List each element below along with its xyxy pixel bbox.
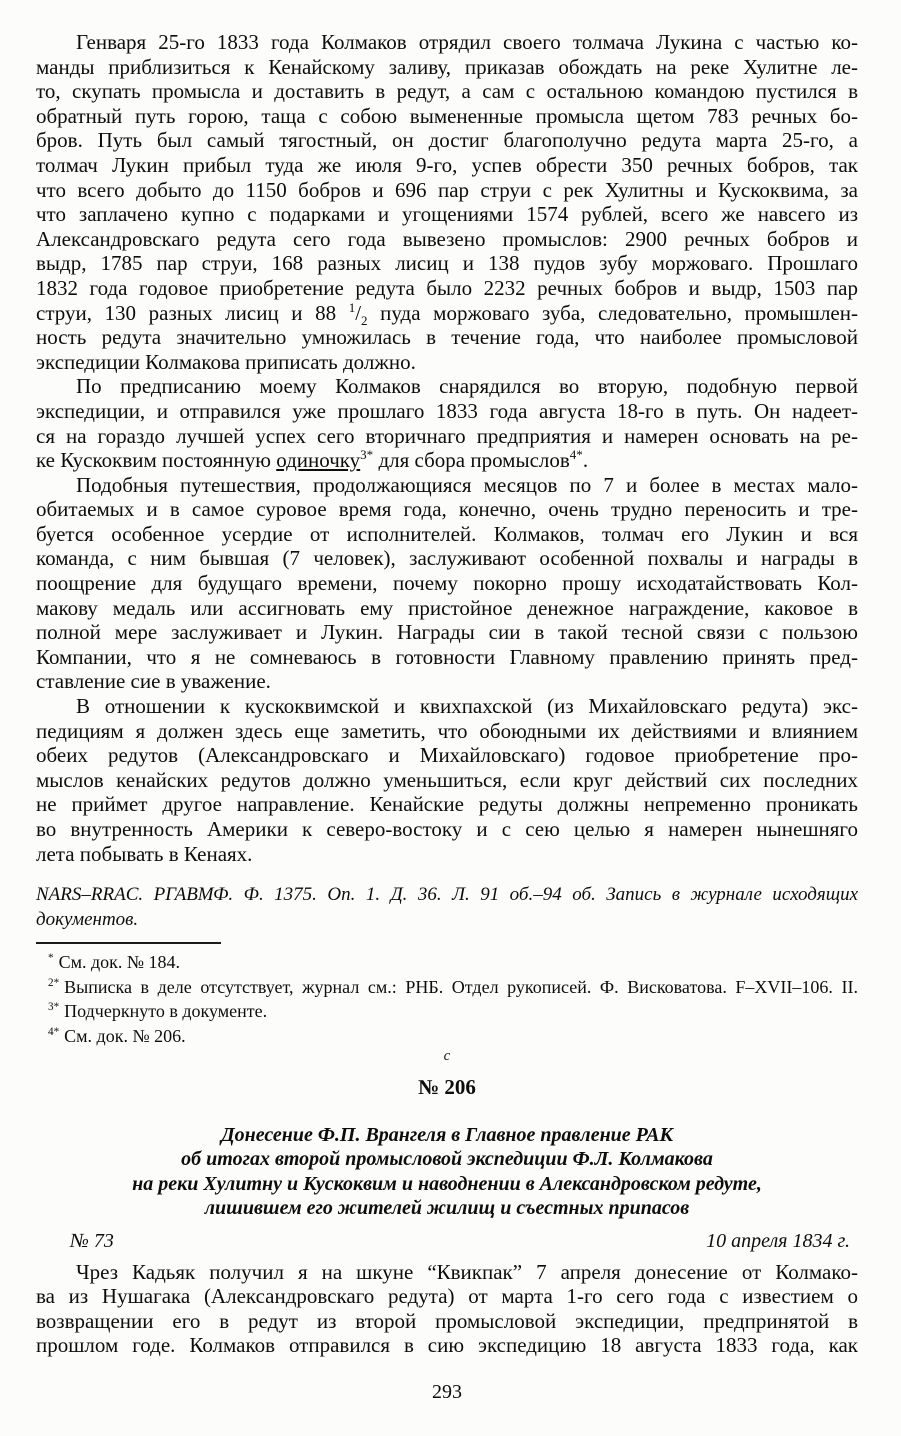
text-line: мыслов кенайских редутов должно уменьшиться, если круг действий сих последних bbox=[36, 767, 858, 792]
text-line: ность редута значительно умножилась в течение года, что наиболее промысловой bbox=[36, 325, 858, 350]
document-date: 10 апреля 1834 г. bbox=[706, 1229, 850, 1252]
text-line: По предписанию моему Колмаков снарядился во вторую, подобную первой bbox=[76, 374, 858, 399]
footnote-1 bbox=[36, 950, 858, 975]
text-line: манды приблизиться к Кенайскому заливу, приказав обождать на реке Хулитне ле- bbox=[36, 54, 858, 79]
document-body bbox=[36, 30, 858, 1404]
paragraph-awards-request bbox=[36, 473, 858, 694]
paragraph-report-received bbox=[36, 1260, 858, 1358]
paragraph-kenai-redoubts bbox=[36, 694, 858, 866]
text-line: возвращении его в редут из второй промысловой экспедиции, предпринятой в bbox=[36, 1308, 858, 1333]
text-line: ва из Нушагака (Александровскаго редута) от марта 1-го сего года с известием о bbox=[36, 1284, 858, 1309]
text-line: Подобныя путешествия, продолжающияся месяцов по 7 и более в местах мало- bbox=[76, 472, 858, 497]
text-line: лета побывать в Кенаях. bbox=[36, 841, 253, 866]
document-meta-row bbox=[36, 1229, 858, 1254]
text-segment: 3* bbox=[48, 1001, 60, 1014]
text-line: NARS–RRAC. РГАВМФ. Ф. 1375. Оп. 1. Д. 36. Л. 91 об.–94 об. Запись в журнале исходящих bbox=[36, 884, 858, 906]
text-segment: 1 bbox=[348, 299, 356, 315]
paragraph-second-expedition bbox=[36, 374, 858, 472]
text-line: выдр, 1785 пар струи, 168 разных лисиц и 138 пудов зубу моржоваго. Прошлаго bbox=[36, 251, 858, 276]
text-segment: См. док. № 184. bbox=[58, 952, 181, 973]
text-segment: 2* bbox=[48, 976, 60, 989]
document-outgoing-number: № 73 bbox=[70, 1229, 114, 1252]
text-segment: . bbox=[582, 448, 589, 473]
text-line: документов. bbox=[36, 909, 139, 931]
text-segment: для сбора промыслов bbox=[373, 448, 570, 473]
text-segment: 2 bbox=[361, 312, 368, 328]
text-line: толмач Лукин прибыл туда же июля 9-го, успев обрести 350 речных бобров, так bbox=[36, 152, 858, 177]
text-line: Александровскаго редута сего года вывезено промыслов: 2900 речных бобров и bbox=[36, 226, 858, 251]
text-line bbox=[36, 301, 858, 326]
text-line: Генваря 25-го 1833 года Колмаков отрядил своего толмача Лукина с частью ко- bbox=[76, 30, 858, 54]
text-segment: * bbox=[48, 952, 54, 965]
text-line: ся на гораздо лучшей успех сего вторичнаго предприятия и намерен основать на ре- bbox=[36, 423, 858, 448]
text-segment: пуда моржоваго зуба, следовательно, промышлен- bbox=[367, 300, 858, 325]
text-line: макову медаль или ассигновать ему пристойное денежное награждение, каковое в bbox=[36, 595, 858, 620]
text-line: экспедиции Колмакова приписать должно. bbox=[36, 349, 416, 374]
text-segment: Выписка в деле отсутствует, журнал см.: РНБ. Отдел рукописей. Ф. Висковатова. F–XVII–106. II. bbox=[64, 976, 858, 997]
text-line: обитаемых и в самое суровое время года, конечно, очень трудно переносить и тре- bbox=[36, 497, 858, 522]
paragraph-expedition-results bbox=[36, 30, 858, 374]
text-segment: Подчеркнуто в документе. bbox=[64, 1001, 268, 1022]
archival-source-note bbox=[36, 882, 858, 932]
text-line: на реки Хулитну и Кускоквим и наводнении в Александровском редуте, bbox=[132, 1172, 762, 1195]
text-line: ставление сие в уважение. bbox=[36, 669, 271, 694]
text-line bbox=[48, 999, 858, 1024]
text-segment: / bbox=[355, 300, 362, 325]
text-line: Компании, что я не сомневаюсь в готовности Главному правлению принять пред- bbox=[36, 644, 858, 669]
text-line: полной мере заслуживает и Лукин. Награды сии в такой тесной связи с пользою bbox=[36, 620, 858, 645]
footnote-3 bbox=[36, 999, 858, 1024]
text-line: 1832 года годовое приобретение редута было 2232 речных бобров и выдр, 1503 пар bbox=[36, 275, 858, 300]
text-line: команда, с ним бывшая (7 человек), заслуживают особенной похвалы и награды в bbox=[36, 546, 858, 571]
text-segment: 4* bbox=[48, 1025, 60, 1038]
text-line: Донесение Ф.П. Врангеля в Главное правление РАК bbox=[220, 1123, 674, 1146]
text-segment: струи, 130 разных лисиц и 88 bbox=[36, 300, 349, 325]
text-line bbox=[48, 1024, 858, 1049]
text-line: экспедиции, и отправился уже прошлаго 1833 года августа 18-го в путь. Он надеет- bbox=[36, 398, 858, 423]
text-line: поощрение для будущаго времени, почему покорно прошу исходатайствовать Кол- bbox=[36, 571, 858, 596]
text-line: что всего добыто до 1150 бобров и 696 пар струи с рек Хулитны и Кускоквима, за bbox=[36, 177, 858, 202]
text-line: то, скупать промысла и доставить в редут, а сам с остальною командою пустился в bbox=[36, 79, 858, 104]
document-title bbox=[36, 1123, 858, 1221]
page-number: 293 bbox=[432, 1380, 462, 1403]
text-line: буется особенное усердие от исполнителей. Колмаков, толмач его Лукин и вся bbox=[36, 521, 858, 546]
text-line bbox=[36, 448, 858, 473]
scan-artifact-mark: c bbox=[443, 1047, 451, 1064]
text-segment: ке Кускоквим постоянную bbox=[36, 448, 277, 473]
document-number-heading: № 206 bbox=[418, 1074, 476, 1099]
text-line bbox=[48, 975, 858, 1000]
text-line: бров. Путь был самый тягостный, он достиг благополучно редута марта 25-го, а bbox=[36, 128, 858, 153]
text-line: педициям я должен здесь еще заметить, что обоюдными их действиями и влиянием bbox=[36, 718, 858, 743]
underlined-text: одиночку bbox=[276, 448, 361, 473]
text-segment: 3* bbox=[360, 447, 374, 463]
text-line bbox=[48, 950, 858, 975]
text-line: Чрез Кадьяк получил я на шкуне “Квикпак” 7 апреля донесение от Колмако- bbox=[76, 1259, 858, 1284]
text-line: лишившем его жителей жилищ и съестных припасов bbox=[204, 1197, 690, 1220]
text-segment: 4* bbox=[569, 447, 583, 463]
text-line: обратный путь горою, таща с собою вымененные промысла щетом 783 речных бо- bbox=[36, 103, 858, 128]
footnote-2 bbox=[36, 975, 858, 1000]
text-line: прошлом годе. Колмаков отправился в сию экспедицию 18 августа 1833 года, как bbox=[36, 1333, 858, 1358]
footnote-4 bbox=[36, 1024, 858, 1049]
text-segment: См. док. № 206. bbox=[64, 1025, 186, 1046]
text-line: во внутренность Америки к северо-востоку и с сею целью я намерен нынешняго bbox=[36, 817, 858, 841]
footnote-separator-rule bbox=[36, 942, 221, 944]
text-line: В отношении к кускоквимской и квихпахской (из Михайловскаго редута) экс- bbox=[76, 694, 858, 719]
text-line: обеих редутов (Александровскаго и Михайловскаго) годовое приобретение про- bbox=[36, 743, 858, 768]
text-line: что заплачено купно с подарками и угощениями 1574 рублей, всего же навсего из bbox=[36, 202, 858, 227]
text-line: об итогах второй промысловой экспедиции Ф.Л. Колмакова bbox=[181, 1148, 713, 1171]
text-line: не приймет другое направление. Кенайские редуты должны непременно проникать bbox=[36, 792, 858, 817]
